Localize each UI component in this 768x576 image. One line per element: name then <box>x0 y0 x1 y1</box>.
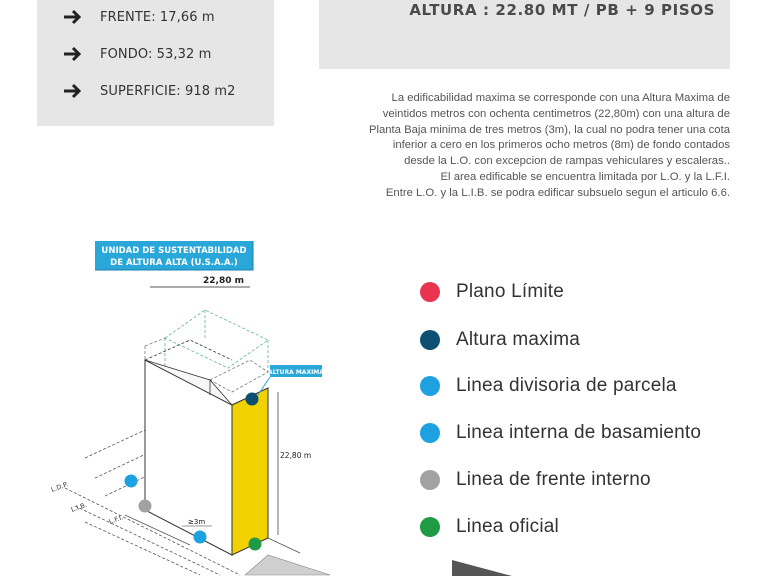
legend-label: Linea oficial <box>456 516 559 537</box>
lot-frente-text: FRENTE: 17,66 m <box>100 9 215 25</box>
legend-label: Altura maxima <box>456 329 581 350</box>
legend-label: Plano Límite <box>456 281 565 302</box>
description-line: Entre L.O. y la L.I.B. se podra edificar subsuelo segun el articulo 6.6. <box>385 186 730 199</box>
marker-divisoria-parcela <box>125 475 138 488</box>
description-line: El area edificable se encuentra limitada por L.O. y la L.F.I. <box>440 170 730 183</box>
arrow-right-icon <box>63 46 83 62</box>
lot-info-panel <box>37 0 274 126</box>
max-height-tag-text: ALTURA MAXIMA <box>268 369 324 376</box>
legend-label: Linea de frente interno <box>456 469 651 490</box>
buildability-description <box>310 91 730 202</box>
setback-label: ≥3m <box>188 518 206 526</box>
legend-item-divisoria-parcela <box>420 372 677 400</box>
line-label-ldp: L.D.P. <box>49 480 70 494</box>
height-panel <box>319 0 730 69</box>
legend-dot-icon <box>420 330 440 350</box>
legend-label: Linea interna de basamiento <box>456 422 702 443</box>
arrow-right-icon <box>63 9 83 25</box>
legend-item-plano-limite <box>420 278 564 306</box>
description-line: desde la L.O. con excepcion de rampas vehiculares y escaleras.. <box>404 155 730 168</box>
lot-superficie-text: SUPERFICIE: 918 m2 <box>100 83 236 99</box>
height-title: ALTURA : 22.80 MT / PB + 9 PISOS <box>409 1 715 19</box>
sidewalk <box>245 555 330 575</box>
line-label-lfi: L.F.I. <box>107 513 125 526</box>
legend-dot-icon <box>420 517 440 537</box>
description-line: veintidos metros con ochenta centimetros (22,80m) con una altura de <box>382 107 730 120</box>
zone-label-line1: UNIDAD DE SUSTENTABILIDAD <box>101 246 247 256</box>
legend-item-altura-maxima <box>420 326 580 354</box>
zone-height-label: 22,80 m <box>203 276 244 286</box>
decorative-wedge <box>452 556 572 576</box>
legend-dot-icon <box>420 470 440 490</box>
marker-interna-basamiento <box>194 531 207 544</box>
building-envelope-diagram <box>0 230 330 576</box>
legend-item-linea-oficial <box>420 513 559 541</box>
legend-dot-icon <box>420 423 440 443</box>
description-line: La edificabilidad maxima se corresponde con una Altura Maxima de <box>391 92 730 104</box>
marker-linea-oficial <box>249 538 262 551</box>
height-dimension-label: 22,80 m <box>280 451 312 460</box>
legend-dot-icon <box>420 282 440 302</box>
description-line: inferior a cero en los primeros ocho metros (8m) de fondo contados <box>392 139 730 152</box>
marker-altura-maxima <box>246 393 259 406</box>
legend-item-frente-interno <box>420 466 651 494</box>
legend-label: Linea divisoria de parcela <box>456 375 677 396</box>
line-label-lib: L.I.B. <box>69 500 88 514</box>
legend-item-interna-basamiento <box>420 419 701 447</box>
facade-yellow <box>232 388 268 555</box>
zone-label-line2: DE ALTURA ALTA (U.S.A.A.) <box>110 258 238 268</box>
description-line: Planta Baja minima de tres metros (3m), la cual no podra tener una cota <box>368 123 730 136</box>
legend-dot-icon <box>420 376 440 396</box>
lot-fondo-text: FONDO: 53,32 m <box>100 46 212 62</box>
marker-frente-interno <box>139 500 152 513</box>
arrow-right-icon <box>63 83 83 99</box>
